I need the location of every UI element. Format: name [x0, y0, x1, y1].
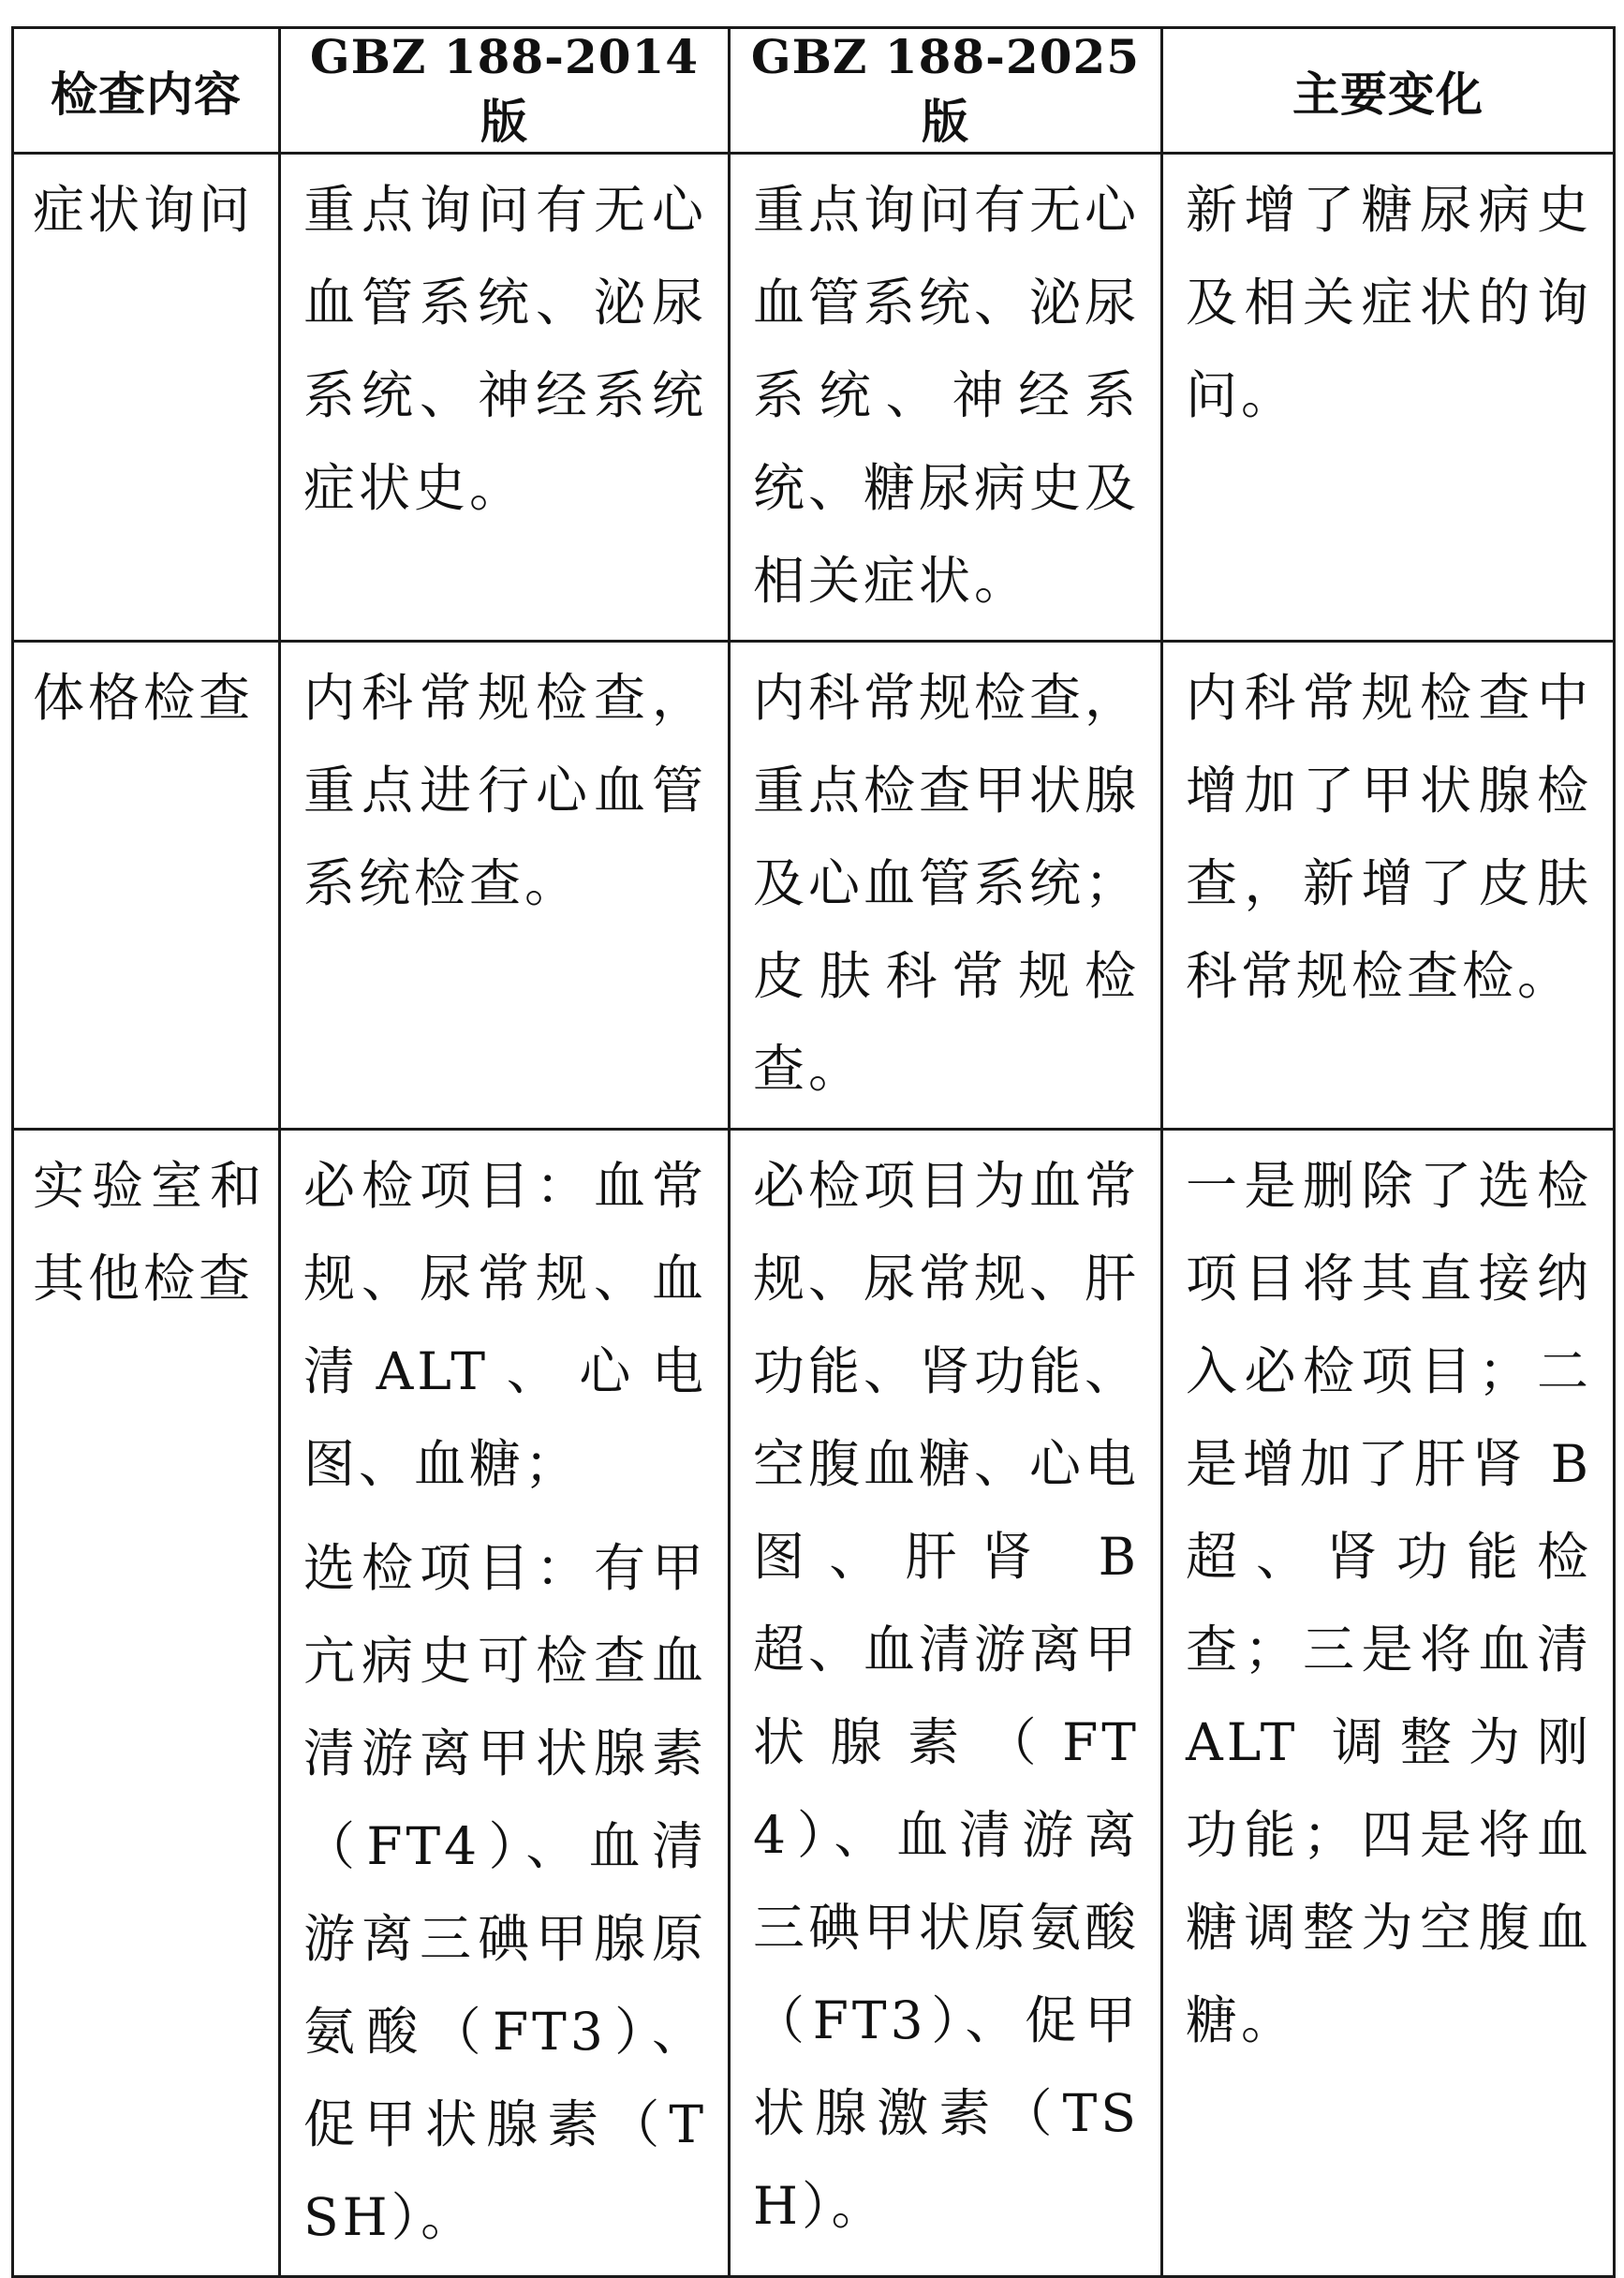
- cell-2014: [280, 1130, 730, 2277]
- table-row: [13, 1130, 1615, 2277]
- comparison-table: [11, 26, 1616, 2278]
- table-header-row: [13, 28, 1615, 154]
- cell-2014: 内科常规检查，重点进行心血管系统检查。: [280, 642, 730, 1130]
- cell-2014: 重点询问有无心血管系统、泌尿系统、神经系统症状史。: [280, 154, 730, 642]
- cell-item: 症状询问: [13, 154, 280, 642]
- header-2014: GBZ 188-2014 版: [280, 28, 730, 154]
- header-2025: GBZ 188-2025 版: [730, 28, 1162, 154]
- cell-2025: 重点询问有无心血管系统、泌尿系统、神经系统、糖尿病史及相关症状。: [730, 154, 1162, 642]
- cell-item: 体格检查: [13, 642, 280, 1130]
- cell-change: 新增了糖尿病史及相关症状的询问。: [1162, 154, 1615, 642]
- required-items-2014: 必检项目：血常规、尿常规、血清ALT、心电图、血糖；: [303, 1156, 707, 1494]
- cell-change: 一是删除了选检项目将其直接纳入必检项目；二是增加了肝肾 B 超、肾功能检查；三是将血清 ALT 调整为刚功能；四是将血糖调整为空腹血糖。: [1162, 1130, 1615, 2277]
- optional-items-2014: 选检项目：有甲亢病史可检查血清游离甲状腺素（FT4）、血清游离三碘甲腺原氨酸（FT3）、促甲状腺素（TSH）。: [303, 1538, 707, 2247]
- cell-2025: 内科常规检查，重点检查甲状腺及心血管系统；皮肤科常规检查。: [730, 642, 1162, 1130]
- cell-item: 实验室和其他检查: [13, 1130, 280, 2277]
- cell-2025: 必检项目为血常规、尿常规、肝功能、肾功能、空腹血糖、心电图、肝肾 B 超、血清游离甲状腺素（FT4）、血清游离三碘甲状原氨酸（FT3）、促甲状腺激素（TSH）。: [730, 1130, 1162, 2277]
- header-item: 检查内容: [13, 28, 280, 154]
- header-change: 主要变化: [1162, 28, 1615, 154]
- table-row: [13, 154, 1615, 642]
- table-row: [13, 642, 1615, 1130]
- cell-change: 内科常规检查中增加了甲状腺检查，新增了皮肤科常规检查检。: [1162, 642, 1615, 1130]
